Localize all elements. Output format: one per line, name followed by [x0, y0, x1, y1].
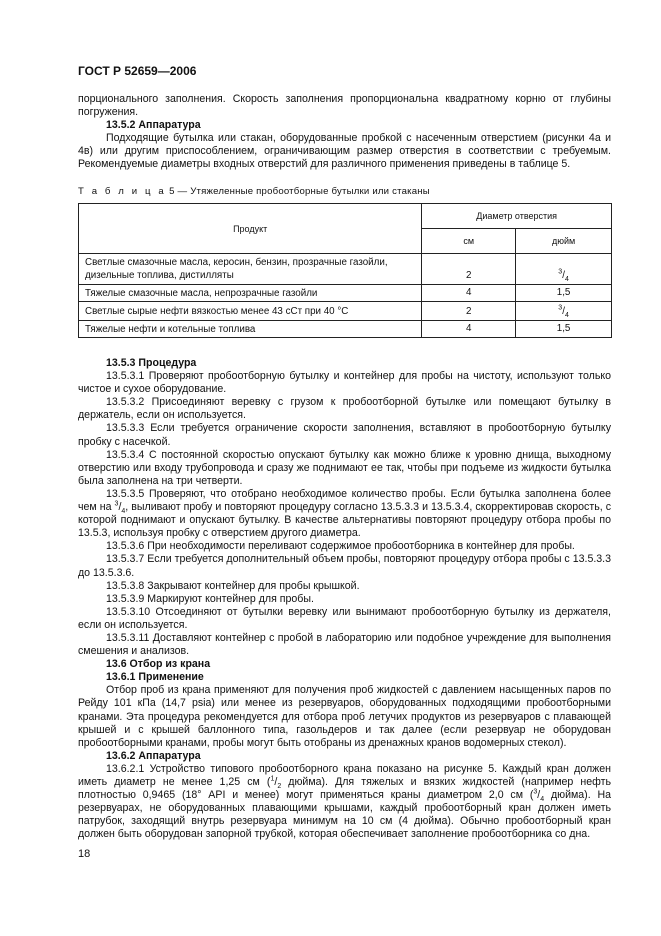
- paragraph: 13.5.3.9 Маркируют контейнер для пробы.: [106, 592, 314, 605]
- header-cm: см: [422, 229, 516, 254]
- paragraph: порционального заполнения. Скорость заполнения пропорциональна квадратному корню от глубины погружения.: [78, 93, 611, 119]
- cell-inch: 1,5: [516, 285, 612, 302]
- cell-inch: $^3/_4$: [516, 254, 612, 285]
- header-inch: дюйм: [516, 229, 612, 254]
- paragraph: Подходящие бутылка или стакан, оборудованные пробкой с насеченным отверстием (рисунки 4а и 4в) или другим приспособлением, ограничивающим размер отверстия в соответствии с требуемым. Рекомендуемые диаметры входных отверстий для различного применения приведены в таблице 5.: [78, 132, 611, 171]
- cell-product: Тяжелые нефти и котельные топлива: [79, 321, 422, 338]
- table-row: [79, 254, 612, 285]
- section-heading-13-5-2: 13.5.2 Аппаратура: [106, 119, 201, 132]
- table-caption: [78, 186, 430, 197]
- cell-cm: 4: [422, 285, 516, 302]
- header-product: Продукт: [79, 204, 422, 254]
- cell-product: Светлые смазочные масла, керосин, бензин, прозрачные газойли, дизельные топлива, дистилляты: [79, 254, 422, 285]
- document-header: ГОСТ Р 52659—2006: [78, 64, 197, 78]
- cell-product: Тяжелые смазочные масла, непрозрачные газойли: [79, 285, 422, 302]
- paragraph: 13.5.3.11 Доставляют контейнер с пробой в лабораторию или подобное учреждение для выполнения смешения и анализов.: [78, 631, 611, 658]
- cell-cm: 2: [422, 302, 516, 321]
- table-caption-text: 5 — Утяжеленные пробоотборные бутылки или стаканы: [169, 186, 430, 197]
- table-5: [78, 203, 612, 338]
- table-row: [79, 302, 612, 321]
- cell-cm: 4: [422, 321, 516, 338]
- cell-cm: 2: [422, 254, 516, 285]
- paragraph: 13.5.3.7 Если требуется дополнительный объем пробы, повторяют процедуру отбора пробы с 13.5.3.3 до 13.5.3.6.: [78, 553, 611, 579]
- table-row: [79, 285, 612, 302]
- paragraph: 13.5.3.1 Проверяют пробоотборную бутылку и контейнер для пробы на чистоту, используют только чистое и сухое оборудование.: [78, 370, 611, 396]
- paragraph: 13.5.3.10 Отсоединяют от бутылки веревку или вынимают пробоотборную бутылку из держателя, если он используется.: [78, 605, 611, 631]
- main-body: [78, 357, 611, 841]
- section-heading-13-6: 13.6 Отбор из крана: [106, 658, 211, 671]
- header-diameter: Диаметр отверстия: [422, 204, 612, 229]
- cell-inch: 1,5: [516, 321, 612, 338]
- paragraph: 13.5.3.6 При необходимости переливают содержимое пробоотборника в контейнер для пробы.: [106, 540, 575, 553]
- paragraph: 13.5.3.3 Если требуется ограничение скорости заполнения, вставляют в пробоотборную бутылку пробку с насечкой.: [78, 422, 611, 448]
- paragraph: 13.6.2.1 Устройство типового пробоотборного крана показано на рисунке 5. Каждый кран должен иметь диаметр не менее 1,25 см ($^1/_2$ дюйма). Для тяжелых и вязких жидкостей (например нефть плотностью 0,9465 (18° API и менее) могут применяться краны диаметром 2,0 см ($^3/_4$ дюйма). На резервуарах, не оборудованных плавающими крышами, каждый пробоотборный кран должен иметь патрубок, заходящий внутрь резервуара минимум на 10 см (4 дюйма). Обычно пробоотборный кран должен быть оборудован запорной трубкой, которая обеспечивает заполнение пробоотборника со дна.: [78, 762, 611, 841]
- paragraph: 13.5.3.8 Закрывают контейнер для пробы крышкой.: [106, 579, 360, 592]
- table-row: [79, 321, 612, 338]
- section-heading-13-6-2: 13.6.2 Аппаратура: [106, 749, 201, 762]
- cell-product: Светлые сырые нефти вязкостью менее 43 сСт при 40 °С: [79, 302, 422, 321]
- cell-inch: $^3/_4$: [516, 302, 612, 321]
- intro-section: [78, 93, 611, 172]
- section-heading-13-5-3: 13.5.3 Процедура: [106, 357, 197, 369]
- paragraph: Отбор проб из крана применяют для получения проб жидкостей с давлением насыщенных паров по Рейду 101 кПа (14,7 psia) или менее из резервуаров, оборудованных подходящими пробоотборными кранами. Эта процедура рекомендуется для отбора проб летучих продуктов из резервуаров с плавающей крышей и с крышей баллонного типа, газольдеров и так далее (если резервуар не оборудован пробоотборными кранами, пробы могут быть отобраны из дренажных кранов водомерных стекол).: [78, 684, 611, 749]
- section-heading-13-6-1: 13.6.1 Применение: [106, 671, 204, 684]
- table-caption-label: Т а б л и ц а: [78, 186, 167, 197]
- paragraph: 13.5.3.5 Проверяют, что отобрано необходимое количество пробы. Если бутылка заполнена более чем на $^3/_4$, выливают пробу и повторяют процедуру согласно 13.5.3.3 и 13.5.3.4, скорректировав скорость, с которой поднимают и опускают бутылку. В качестве альтернативы повторяют процедуру отбора пробы по 13.5.3, используя пробку с отверстием другого диаметра.: [78, 487, 611, 540]
- page-number: 18: [78, 848, 91, 860]
- paragraph: 13.5.3.4 С постоянной скоростью опускают бутылку как можно ближе к уровню днища, выходному отверстию или входу трубопровода и сразу же поднимают ее так, чтобы при подъеме из жидкости бутылка была заполнена на три четверти.: [78, 448, 611, 487]
- paragraph: 13.5.3.2 Присоединяют веревку с грузом к пробоотборной бутылке или помещают бутылку в держатель, если он используется.: [78, 396, 611, 422]
